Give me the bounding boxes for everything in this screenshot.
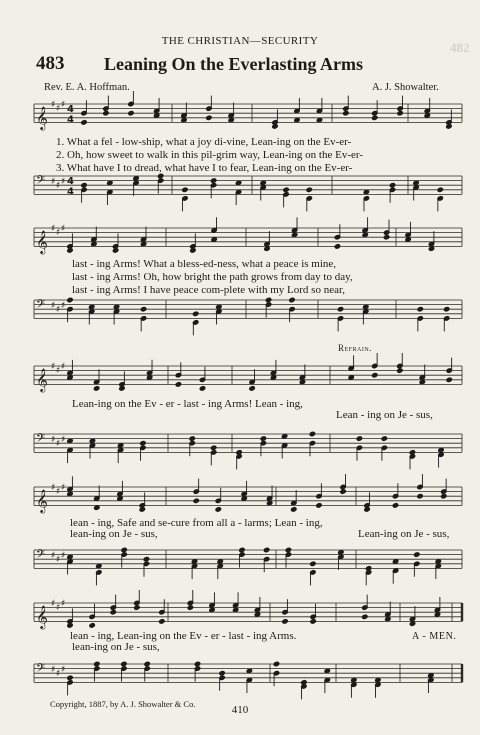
notehead xyxy=(67,438,73,443)
notehead xyxy=(67,491,73,496)
sharp-icon: ♯ xyxy=(51,177,56,187)
notehead xyxy=(181,117,187,122)
notehead xyxy=(143,556,149,561)
copyright-notice: Copyright, 1887, by A. J. Showalter & Co. xyxy=(50,699,196,709)
notehead xyxy=(146,375,152,380)
composer-credit: A. J. Showalter. xyxy=(372,82,439,93)
notehead xyxy=(215,507,221,512)
notehead xyxy=(232,607,238,612)
notehead xyxy=(89,623,95,628)
notehead xyxy=(206,115,212,120)
sharp-icon: ♯ xyxy=(61,551,66,561)
treble-clef-icon: 𝄞 xyxy=(36,488,48,513)
sharp-icon: ♯ xyxy=(61,224,66,234)
notehead xyxy=(283,187,289,192)
sharp-icon: ♯ xyxy=(51,362,56,372)
hymn-title: Leaning On the Everlasting Arms xyxy=(104,54,364,74)
sharp-icon: ♯ xyxy=(51,599,56,609)
notehead xyxy=(306,187,312,192)
notehead xyxy=(241,496,247,501)
notehead xyxy=(309,431,315,436)
notehead xyxy=(189,436,195,441)
notehead xyxy=(372,372,378,377)
notehead xyxy=(96,563,102,568)
sharp-icon: ♯ xyxy=(56,439,61,449)
sharp-icon: ♯ xyxy=(61,599,66,609)
notehead xyxy=(216,304,222,309)
notehead xyxy=(446,377,452,382)
notehead xyxy=(385,616,391,621)
notehead xyxy=(81,120,87,125)
notehead xyxy=(363,189,369,194)
notehead xyxy=(413,180,419,185)
notehead xyxy=(219,670,225,675)
refrain-line-3-echo: lean-ing on Je - sus, xyxy=(72,641,160,653)
notehead xyxy=(409,621,415,626)
sharp-icon: ♯ xyxy=(61,301,66,311)
notehead xyxy=(310,561,316,566)
notehead xyxy=(260,180,266,185)
treble-clef-icon: 𝄞 xyxy=(36,367,48,392)
notehead xyxy=(94,505,100,510)
notehead xyxy=(291,507,297,512)
sharp-icon: ♯ xyxy=(56,181,61,191)
verse-1-line-1: 1. What a fel - low-ship, what a joy di-vine, Lean-ing on the Ev-er- xyxy=(56,136,352,148)
notehead xyxy=(441,493,447,498)
notehead xyxy=(94,661,100,666)
notehead xyxy=(157,173,163,178)
notehead xyxy=(260,436,266,441)
sharp-icon: ♯ xyxy=(56,487,61,497)
notehead xyxy=(414,552,420,557)
sharp-icon: ♯ xyxy=(51,665,56,675)
verse-3-line-1: 3. What have I to dread, what have I to fear, Lean-ing on the Ev-er- xyxy=(56,162,353,174)
notehead xyxy=(316,117,322,122)
notehead xyxy=(89,438,95,443)
bass-clef-icon: 𝄢 xyxy=(36,548,46,564)
time-signature-top: 4 xyxy=(67,176,74,187)
sharp-icon: ♯ xyxy=(61,100,66,110)
notehead xyxy=(417,493,423,498)
verse-1-line-2: last - ing Arms! What a bless-ed-ness, what a peace is mine, xyxy=(72,258,337,270)
notehead xyxy=(266,500,272,505)
notehead xyxy=(324,668,330,673)
notehead xyxy=(191,559,197,564)
notehead xyxy=(67,375,73,380)
notehead xyxy=(375,677,381,682)
notehead xyxy=(133,176,139,181)
notehead xyxy=(389,182,395,187)
notehead xyxy=(121,661,127,666)
notehead xyxy=(264,246,270,251)
verse-2-line-2: last - ing Arms! Oh, how bright the path grows from day to day, xyxy=(72,271,353,283)
notehead xyxy=(428,246,434,251)
notehead xyxy=(194,661,200,666)
notehead xyxy=(372,115,378,120)
notehead xyxy=(249,386,255,391)
notehead xyxy=(113,304,119,309)
sharp-icon: ♯ xyxy=(61,177,66,187)
treble-clef-icon: 𝄞 xyxy=(36,105,48,130)
notehead xyxy=(397,368,403,373)
notehead xyxy=(91,241,97,246)
notehead xyxy=(140,241,146,246)
notehead xyxy=(316,503,322,508)
notehead xyxy=(294,117,300,122)
notehead xyxy=(363,304,369,309)
refrain-line-3-melody: lean - ing, Lean-ing on the Ev - er - last - ing Arms. xyxy=(70,630,297,642)
sharp-icon: ♯ xyxy=(61,665,66,675)
notehead xyxy=(437,187,443,192)
notehead xyxy=(356,436,362,441)
notehead xyxy=(228,117,234,122)
notehead xyxy=(209,607,215,612)
notehead xyxy=(263,547,269,552)
notehead xyxy=(140,306,146,311)
sharp-icon: ♯ xyxy=(56,228,61,238)
bass-clef-icon: 𝄢 xyxy=(36,432,46,448)
time-signature-top: 4 xyxy=(67,104,74,115)
notehead xyxy=(154,113,160,118)
bleed-through-page-number: 482 xyxy=(450,40,470,55)
notehead xyxy=(67,554,73,559)
sharp-icon: ♯ xyxy=(51,551,56,561)
verse-3-line-2: last - ing Arms! I have peace com-plete with my Lord so near, xyxy=(72,284,345,296)
sharp-icon: ♯ xyxy=(61,483,66,493)
sharp-icon: ♯ xyxy=(56,104,61,114)
page-number: 410 xyxy=(231,704,249,716)
notehead xyxy=(193,311,199,316)
refrain-line-2-melody: lean - ing, Safe and se-cure from all a - larms; Lean - ing, xyxy=(70,517,323,529)
notehead xyxy=(381,436,387,441)
notehead xyxy=(239,547,245,552)
notehead xyxy=(140,440,146,445)
notehead xyxy=(383,234,389,239)
notehead xyxy=(310,619,316,624)
notehead xyxy=(438,447,444,452)
notehead xyxy=(291,232,297,237)
sharp-icon: ♯ xyxy=(51,100,56,110)
bass-clef-icon: 𝄢 xyxy=(36,174,46,190)
time-signature-bottom: 4 xyxy=(67,114,74,126)
notehead xyxy=(273,661,279,666)
notehead xyxy=(211,237,217,242)
amen: A - MEN. xyxy=(412,631,457,642)
notehead xyxy=(397,110,403,115)
notehead xyxy=(89,304,95,309)
notehead xyxy=(81,182,87,187)
notehead xyxy=(182,187,188,192)
notehead xyxy=(210,178,216,183)
notehead xyxy=(144,661,150,666)
notehead xyxy=(434,612,440,617)
notehead xyxy=(175,382,181,387)
notehead xyxy=(424,113,430,118)
notehead xyxy=(210,445,216,450)
refrain-line-2-echo-right: Lean-ing on Je - sus, xyxy=(358,528,450,540)
notehead xyxy=(246,668,252,673)
notehead xyxy=(117,496,123,501)
notehead xyxy=(299,379,305,384)
notehead xyxy=(435,559,441,564)
sharp-icon: ♯ xyxy=(56,555,61,565)
notehead xyxy=(405,237,411,242)
notehead xyxy=(443,306,449,311)
sharp-icon: ♯ xyxy=(56,305,61,315)
refrain-label: Refrain. xyxy=(338,343,372,353)
notehead xyxy=(217,559,223,564)
bass-clef-icon: 𝄢 xyxy=(36,662,46,678)
notehead xyxy=(67,675,73,680)
refrain-line-1-melody: Lean-ing on the Ev - er - last - ing Arms! Lean - ing, xyxy=(72,398,303,410)
notehead xyxy=(338,550,344,555)
notehead xyxy=(289,297,295,302)
notehead xyxy=(362,232,368,237)
notehead xyxy=(285,547,291,552)
notehead xyxy=(107,180,113,185)
notehead xyxy=(121,547,127,552)
sharp-icon: ♯ xyxy=(51,224,56,234)
sharp-icon: ♯ xyxy=(51,301,56,311)
sharp-icon: ♯ xyxy=(56,366,61,376)
refrain-line-1-echo: Lean - ing on Je - sus, xyxy=(336,409,433,421)
sharp-icon: ♯ xyxy=(51,483,56,493)
refrain-line-2-echo-left: lean-ing on Je - sus, xyxy=(70,528,158,540)
notehead xyxy=(159,619,165,624)
sharp-icon: ♯ xyxy=(51,435,56,445)
notehead xyxy=(103,110,109,115)
notehead xyxy=(134,605,140,610)
notehead xyxy=(67,297,73,302)
bass-clef-icon: 𝄢 xyxy=(36,298,46,314)
lyricist-credit: Rev. E. A. Hoffman. xyxy=(44,82,130,93)
notehead xyxy=(187,605,193,610)
notehead xyxy=(270,375,276,380)
notehead xyxy=(128,110,134,115)
notehead xyxy=(337,306,343,311)
sharp-icon: ♯ xyxy=(56,669,61,679)
notehead xyxy=(254,612,260,617)
notehead xyxy=(282,619,288,624)
notehead xyxy=(235,180,241,185)
notehead xyxy=(117,443,123,448)
treble-clef-icon: 𝄞 xyxy=(36,229,48,254)
notehead xyxy=(392,503,398,508)
notehead xyxy=(93,386,99,391)
notehead xyxy=(343,110,349,115)
notehead xyxy=(419,379,425,384)
notehead xyxy=(110,609,116,614)
notehead xyxy=(351,677,357,682)
treble-clef-icon: 𝄞 xyxy=(36,604,48,629)
hymn-number: 483 xyxy=(36,53,65,74)
notehead xyxy=(417,306,423,311)
notehead xyxy=(362,614,368,619)
sharp-icon: ♯ xyxy=(56,603,61,613)
notehead xyxy=(340,489,346,494)
notehead xyxy=(334,244,340,249)
notehead xyxy=(348,375,354,380)
sharp-icon: ♯ xyxy=(61,362,66,372)
notehead xyxy=(392,559,398,564)
section-heading: THE CHRISTIAN—SECURITY xyxy=(161,35,319,47)
verse-2-line-1: 2. Oh, how sweet to walk in this pil-grim way, Lean-ing on the Ev-er- xyxy=(56,149,363,161)
sharp-icon: ♯ xyxy=(61,435,66,445)
notehead xyxy=(281,434,287,439)
notehead xyxy=(193,498,199,503)
notehead xyxy=(199,386,205,391)
notehead xyxy=(428,673,434,678)
time-signature-bottom: 4 xyxy=(67,186,74,198)
notehead xyxy=(265,297,271,302)
